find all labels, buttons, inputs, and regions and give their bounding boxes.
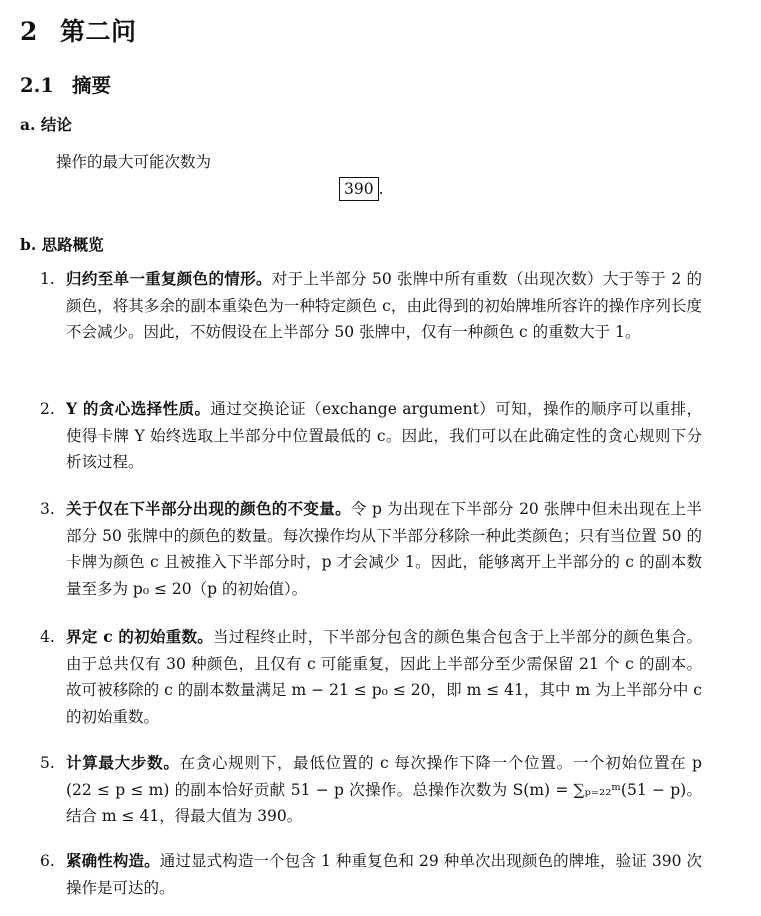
list-item-title: 紧确性构造。: [66, 851, 160, 870]
list-marker: 2.: [40, 400, 55, 418]
section-heading: [20, 12, 137, 48]
subsection-heading: [20, 70, 111, 98]
answer-suffix: .: [378, 180, 384, 198]
list-item-title: 计算最大步数。: [66, 753, 180, 772]
list-item-text: 令 p 为出现在下半部分 20 张牌中但未出现在上半部分 50 张牌中的颜色的数量。每次操作均从下半部分移除一种此类颜色；只有当位置 50 的卡牌为颜色 c 且被推入下半部分时，p 才会减少 1。因此，能够离开上半部分的 c 的副本数量至多为 p₀ ≤ 20（p 的初始值）。: [66, 500, 702, 598]
answer-line: [339, 177, 384, 201]
conclusion-text: 操作的最大可能次数为: [56, 153, 212, 171]
list-item-body: [66, 848, 702, 901]
conclusion-heading: a. 结论: [20, 115, 72, 134]
list-item-body: [66, 750, 702, 830]
list-item-text: 对于上半部分 50 张牌中所有重数（出现次数）大于等于 2 的颜色，将其多余的副本重染色为一种特定颜色 c，由此得到的初始牌堆所容许的操作序列长度不会减少。因此，不妨假设在上半部分 50 张牌中，仅有一种颜色 c 的重数大于 1。: [66, 270, 702, 342]
boxed-answer: 390: [339, 177, 379, 201]
list-marker: 5.: [40, 754, 55, 772]
list-item-title: Y 的贪心选择性质。: [66, 399, 211, 418]
list-marker: 1.: [40, 270, 55, 288]
list-item-title: 界定 c 的初始重数。: [66, 627, 214, 646]
list-item-body: [66, 624, 702, 730]
list-item-text: 通过显式构造一个包含 1 种重复色和 29 种单次出现颜色的牌堆，验证 390 次操作是可达的。: [66, 852, 702, 897]
list-item-body: [66, 266, 702, 346]
overview-heading: b. 思路概览: [20, 235, 104, 254]
list-item-text: 通过交换论证（exchange argument）可知，操作的顺序可以重排，使得卡牌 Y 始终选取上半部分中位置最低的 c。因此，我们可以在此确定性的贪心规则下分析该过程。: [66, 400, 702, 472]
subsection-title: 摘要: [72, 74, 112, 97]
list-marker: 3.: [40, 500, 55, 518]
section-title: 第二问: [60, 17, 137, 46]
list-marker: 4.: [40, 628, 55, 646]
list-item-body: [66, 496, 702, 602]
list-marker: 6.: [40, 852, 55, 870]
subsection-number: 2.1: [20, 74, 54, 97]
list-item-title: 关于仅在下半部分出现的颜色的不变量。: [66, 499, 351, 518]
list-item-text: 当过程终止时，下半部分包含的颜色集合包含于上半部分的颜色集合。由于总共仅有 30 种颜色，且仅有 c 可能重复，因此上半部分至少需保留 21 个 c 的副本。故可被移除的 c 的副本数量满足 m − 21 ≤ p₀ ≤ 20，即 m ≤ 41，其中 m 为上半部分中 c 的初始重数。: [66, 628, 702, 726]
list-item-text: 在贪心规则下，最低位置的 c 每次操作下降一个位置。一个初始位置在 p (22 ≤ p ≤ m) 的副本恰好贡献 51 − p 次操作。总操作次数为 S(m) = ∑ₚ₌₂₂ᵐ(51 − p)。结合 m ≤ 41，得最大值为 390。: [66, 754, 702, 826]
list-item-body: [66, 396, 702, 476]
section-number: 2: [20, 17, 38, 46]
list-item-title: 归约至单一重复颜色的情形。: [66, 269, 272, 288]
